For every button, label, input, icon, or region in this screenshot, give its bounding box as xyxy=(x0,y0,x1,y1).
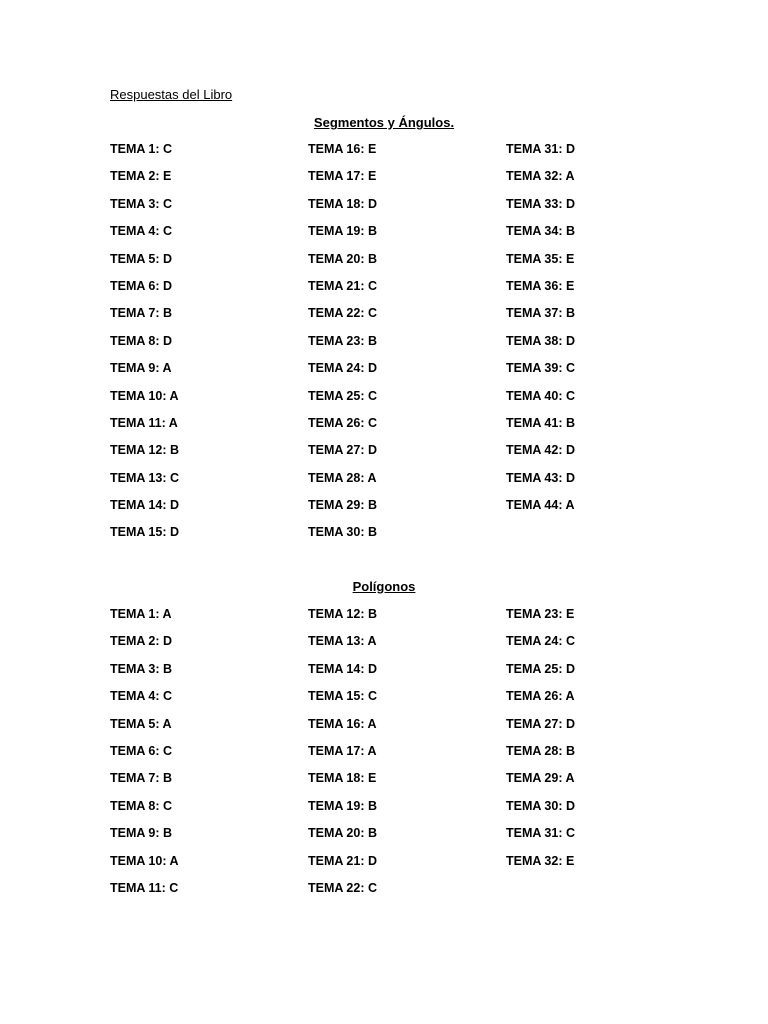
answer-entry: TEMA 27: D xyxy=(506,716,575,731)
section-title-poligonos: Polígonos xyxy=(352,579,416,594)
answer-entry: TEMA 3: C xyxy=(110,196,173,211)
answer-entry: TEMA 3: B xyxy=(110,661,173,676)
answer-entry: TEMA 16: E xyxy=(308,142,377,156)
answer-entry: TEMA 11: A xyxy=(110,415,178,430)
answer-entry: TEMA 17: A xyxy=(308,743,377,758)
answer-entry: TEMA 28: B xyxy=(506,743,575,758)
answers-column xyxy=(308,606,498,907)
answer-entry: TEMA 5: A xyxy=(110,716,172,731)
answer-entry: TEMA 35: E xyxy=(506,251,575,266)
answer-entry: TEMA 10: A xyxy=(110,388,179,403)
answer-entry: TEMA 40: C xyxy=(506,388,575,403)
answer-entry: TEMA 36: E xyxy=(506,278,575,293)
answer-entry: TEMA 19: B xyxy=(308,798,377,813)
answer-entry: TEMA 37: B xyxy=(506,306,575,321)
answer-entry: TEMA 23: E xyxy=(506,607,575,621)
answer-entry: TEMA 44: A xyxy=(506,498,575,513)
answer-entry: TEMA 31: D xyxy=(506,142,575,156)
answer-entry: TEMA 34: B xyxy=(506,224,575,239)
answer-entry: TEMA 21: C xyxy=(308,278,377,293)
answers-column xyxy=(506,141,696,524)
answer-entry: TEMA 19: B xyxy=(308,224,377,239)
answer-entry: TEMA 8: D xyxy=(110,333,173,348)
answers-column xyxy=(308,141,498,552)
answer-entry: TEMA 7: B xyxy=(110,771,173,786)
answer-entry: TEMA 1: A xyxy=(110,607,172,621)
answer-entry: TEMA 39: C xyxy=(506,361,575,376)
answer-entry: TEMA 29: B xyxy=(308,498,377,513)
answer-entry: TEMA 4: C xyxy=(110,689,173,704)
answer-entry: TEMA 10: A xyxy=(110,853,179,868)
answers-column xyxy=(110,606,300,907)
answer-entry: TEMA 23: B xyxy=(308,333,377,348)
answer-entry: TEMA 31: C xyxy=(506,826,575,841)
answer-entry: TEMA 15: D xyxy=(110,525,179,540)
answer-entry: TEMA 21: D xyxy=(308,853,377,868)
answer-entry: TEMA 20: B xyxy=(308,826,377,841)
answer-entry: TEMA 4: C xyxy=(110,224,173,239)
answer-entry: TEMA 5: D xyxy=(110,251,173,266)
answer-entry: TEMA 27: D xyxy=(308,443,377,458)
answer-entry: TEMA 32: A xyxy=(506,169,575,184)
answer-entry: TEMA 6: D xyxy=(110,278,173,293)
answer-entry: TEMA 43: D xyxy=(506,470,575,485)
answers-column xyxy=(506,606,696,880)
answer-entry: TEMA 12: B xyxy=(308,607,377,621)
answer-entry: TEMA 30: D xyxy=(506,798,575,813)
answer-entry: TEMA 16: A xyxy=(308,716,377,731)
answer-entry: TEMA 25: D xyxy=(506,661,575,676)
answer-entry: TEMA 9: B xyxy=(110,826,173,841)
answer-entry: TEMA 11: C xyxy=(110,880,179,895)
answer-entry: TEMA 9: A xyxy=(110,361,172,376)
answer-entry: TEMA 18: E xyxy=(308,771,377,786)
answer-entry: TEMA 26: A xyxy=(506,689,575,704)
answer-entry: TEMA 18: D xyxy=(308,196,377,211)
answer-entry: TEMA 1: C xyxy=(110,142,173,156)
answer-entry: TEMA 20: B xyxy=(308,251,377,266)
answers-column xyxy=(110,141,300,552)
answer-entry: TEMA 24: C xyxy=(506,634,575,649)
answer-entry: TEMA 41: B xyxy=(506,415,575,430)
answer-entry: TEMA 26: C xyxy=(308,415,377,430)
answer-entry: TEMA 8: C xyxy=(110,798,173,813)
answer-entry: TEMA 7: B xyxy=(110,306,173,321)
answer-entry: TEMA 28: A xyxy=(308,470,377,485)
answer-entry: TEMA 6: C xyxy=(110,743,173,758)
section-title-segmentos: Segmentos y Ángulos. xyxy=(313,115,455,130)
answer-entry: TEMA 2: E xyxy=(110,169,172,184)
answer-entry: TEMA 24: D xyxy=(308,361,377,376)
answer-entry: TEMA 14: D xyxy=(110,498,179,513)
answer-entry: TEMA 14: D xyxy=(308,661,377,676)
answer-entry: TEMA 42: D xyxy=(506,443,575,458)
answer-entry: TEMA 12: B xyxy=(110,443,179,458)
answer-entry: TEMA 13: C xyxy=(110,470,179,485)
answer-entry: TEMA 29: A xyxy=(506,771,575,786)
answer-entry: TEMA 2: D xyxy=(110,634,173,649)
answer-entry: TEMA 30: B xyxy=(308,525,377,540)
answer-entry: TEMA 22: C xyxy=(308,306,377,321)
answer-entry: TEMA 38: D xyxy=(506,333,575,348)
answer-entry: TEMA 33: D xyxy=(506,196,575,211)
answer-entry: TEMA 13: A xyxy=(308,634,377,649)
answer-entry: TEMA 15: C xyxy=(308,689,377,704)
answer-entry: TEMA 22: C xyxy=(308,880,377,895)
answer-entry: TEMA 17: E xyxy=(308,169,377,184)
answer-entry: TEMA 32: E xyxy=(506,853,575,868)
page-heading: Respuestas del Libro xyxy=(110,87,233,102)
answer-entry: TEMA 25: C xyxy=(308,388,377,403)
